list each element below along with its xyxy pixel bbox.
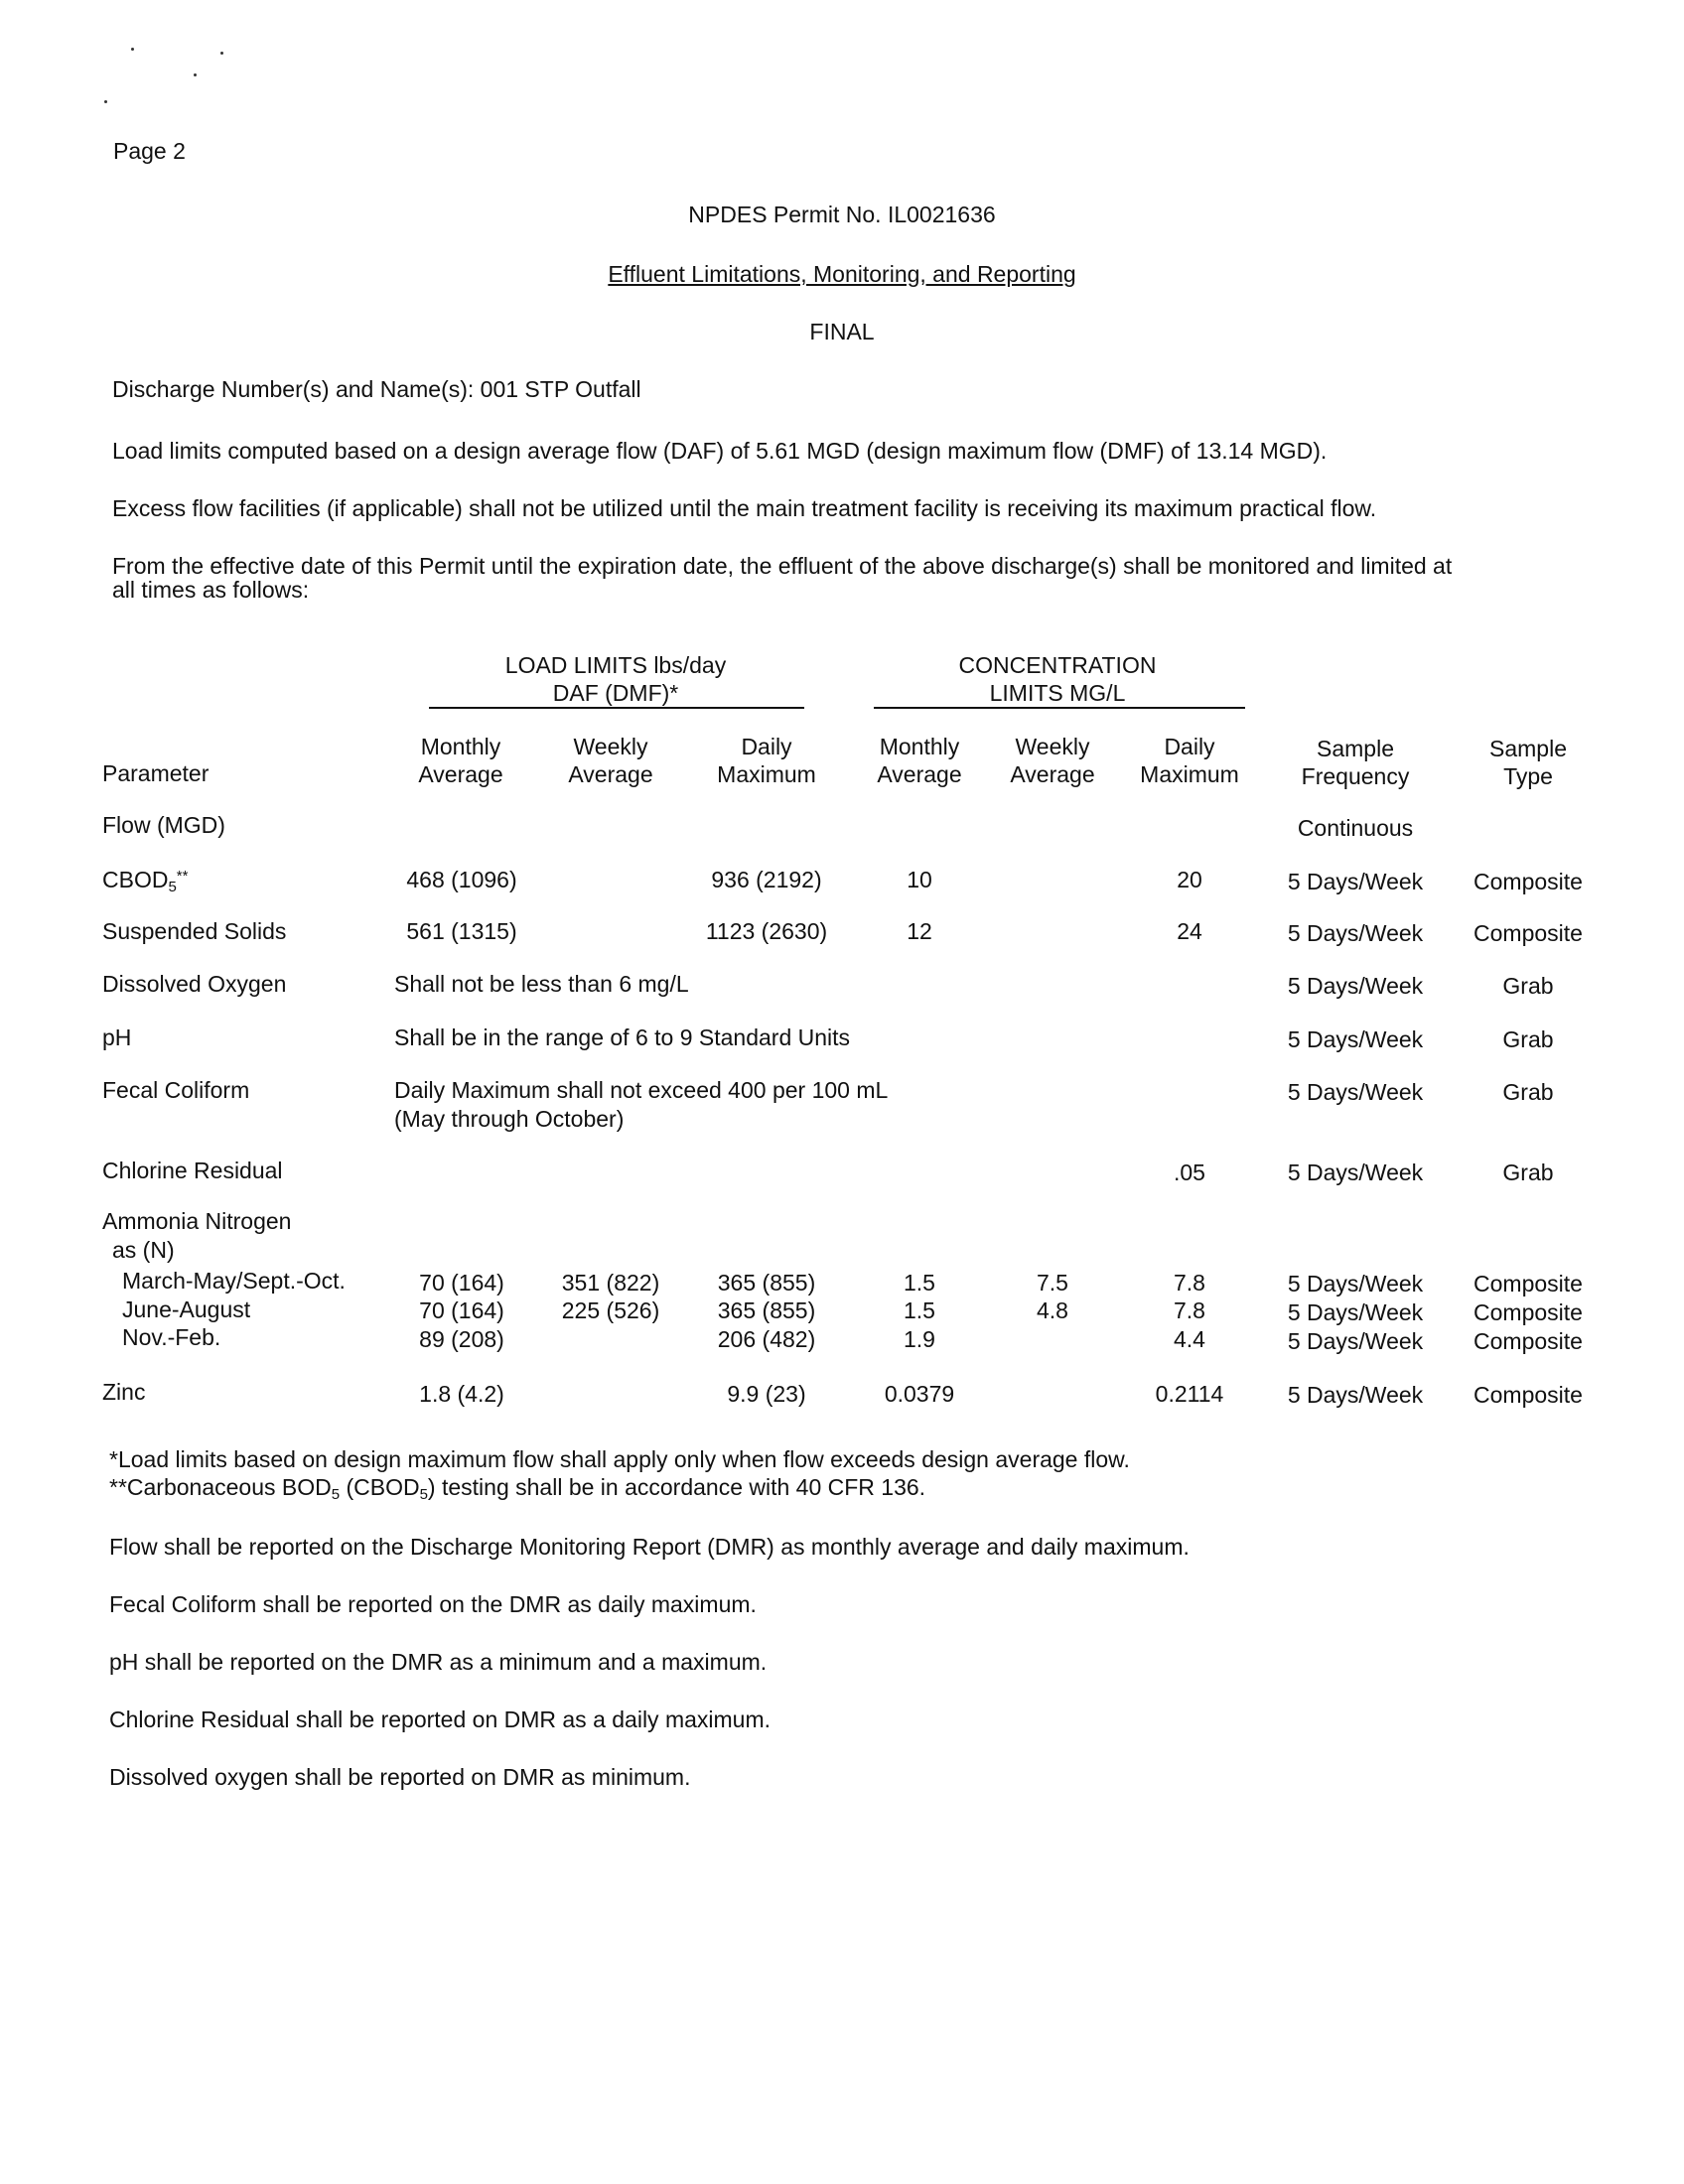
ammonia-period-label: Nov.-Feb.: [122, 1324, 221, 1350]
row-cbod-conc-daily: 20: [1177, 867, 1202, 892]
row-ss-load-daily: 1123 (2630): [705, 918, 828, 944]
row-ss-conc-daily: 24: [1177, 918, 1202, 944]
load-limits-header: LOAD LIMITS lbs/day: [504, 652, 727, 678]
load-limits-rule: [429, 707, 804, 709]
row-ph-text: Shall be in the range of 6 to 9 Standard Units: [394, 1024, 851, 1050]
permit-number: NPDES Permit No. IL0021636: [688, 202, 996, 227]
row-fecal-text-line2: (May through October): [394, 1106, 625, 1132]
row-chlorine-conc-daily: .05: [1174, 1160, 1205, 1185]
ammonia-conc-daily: 4.4: [1174, 1326, 1205, 1352]
row-zinc-param: Zinc: [102, 1379, 146, 1405]
concentration-rule: [874, 707, 1245, 709]
ammonia-load-daily: 365 (855): [717, 1270, 816, 1296]
row-zinc-load-daily: 9.9 (23): [727, 1381, 806, 1407]
row-ss-param: Suspended Solids: [102, 918, 287, 944]
load-limits-note: Load limits computed based on a design average flow (DAF) of 5.61 MGD (design maximum flow (DMF) of 13.14 MGD).: [112, 438, 1328, 464]
row-fecal-type: Grab: [1502, 1079, 1554, 1105]
row-fecal-frequency: 5 Days/Week: [1287, 1079, 1424, 1105]
row-zinc-type: Composite: [1474, 1382, 1583, 1408]
col-header-load-daily: Daily Maximum: [717, 734, 816, 787]
row-do-param: Dissolved Oxygen: [102, 971, 287, 997]
row-ammonia-param-line1: Ammonia Nitrogen: [102, 1208, 292, 1234]
scan-speck: [194, 73, 197, 76]
ammonia-conc-daily: 7.8: [1174, 1270, 1205, 1296]
row-ss-type: Composite: [1474, 920, 1583, 946]
row-chlorine-param: Chlorine Residual: [102, 1158, 283, 1183]
ammonia-period-label: June-August: [122, 1297, 251, 1322]
section-title: Effluent Limitations, Monitoring, and Reporting: [608, 261, 1076, 287]
ammonia-frequency: 5 Days/Week: [1287, 1299, 1424, 1325]
reporting-note: Dissolved oxygen shall be reported on DMR as minimum.: [109, 1764, 691, 1790]
row-flow-param: Flow (MGD): [102, 812, 225, 838]
row-do-type: Grab: [1502, 973, 1554, 999]
row-zinc-conc-monthly: 0.0379: [884, 1381, 955, 1407]
effective-note-line2: all times as follows:: [112, 577, 310, 603]
row-cbod-load-daily: 936 (2192): [711, 867, 822, 892]
ammonia-type: Composite: [1474, 1328, 1583, 1354]
effective-note-line1: From the effective date of this Permit until the expiration date, the effluent of the above discharge(s) shall be monitored and limited at: [112, 553, 1453, 579]
ammonia-load-monthly: 89 (208): [419, 1326, 504, 1352]
ammonia-load-monthly: 70 (164): [419, 1270, 504, 1296]
row-ss-frequency: 5 Days/Week: [1287, 920, 1424, 946]
footnote-cbod: **Carbonaceous $BOD_5$ $(CBOD_5)$ testing shall be in accordance with 40 CFR 136.: [109, 1474, 926, 1503]
row-cbod-param: $CBOD_5^{**}$: [102, 867, 189, 895]
row-zinc-frequency: 5 Days/Week: [1287, 1382, 1424, 1408]
col-header-conc-daily: Daily Maximum: [1140, 734, 1239, 787]
ammonia-load-weekly: 225 (526): [561, 1297, 660, 1323]
footnote-load-limits: *Load limits based on design maximum flow shall apply only when flow exceeds design average flow.: [109, 1446, 1130, 1472]
scan-speck: [131, 48, 134, 51]
scan-speck: [220, 52, 223, 55]
row-flow-frequency: Continuous: [1297, 815, 1414, 841]
row-cbod-load-monthly: 468 (1096): [406, 867, 517, 892]
row-fecal-text-line1: Daily Maximum shall not exceed 400 per 100 mL: [394, 1077, 889, 1103]
col-header-parameter: Parameter: [102, 760, 210, 786]
ammonia-frequency: 5 Days/Week: [1287, 1271, 1424, 1297]
row-ph-frequency: 5 Days/Week: [1287, 1026, 1424, 1052]
col-header-conc-weekly: Weekly Average: [1010, 734, 1095, 787]
row-do-frequency: 5 Days/Week: [1287, 973, 1424, 999]
ammonia-type: Composite: [1474, 1271, 1583, 1297]
scan-speck: [104, 100, 107, 103]
row-ss-load-monthly: 561 (1315): [406, 918, 517, 944]
reporting-note: Chlorine Residual shall be reported on DMR as a daily maximum.: [109, 1706, 772, 1732]
row-do-text: Shall not be less than 6 mg/L: [394, 971, 689, 997]
ammonia-load-monthly: 70 (164): [419, 1297, 504, 1323]
row-fecal-param: Fecal Coliform: [102, 1077, 250, 1103]
row-ph-param: pH: [102, 1024, 132, 1050]
concentration-subheader: LIMITS MG/L: [989, 680, 1126, 706]
page-label: Page 2: [113, 138, 186, 164]
col-header-sample-frequency: Sample Frequency: [1301, 736, 1410, 789]
concentration-header: CONCENTRATION: [958, 652, 1157, 678]
discharge-line: Discharge Number(s) and Name(s): 001 STP Outfall: [112, 376, 641, 402]
reporting-note: pH shall be reported on the DMR as a minimum and a maximum.: [109, 1649, 768, 1675]
ammonia-conc-monthly: 1.5: [904, 1270, 935, 1296]
col-header-load-monthly: Monthly Average: [418, 734, 503, 787]
ammonia-period-label: March-May/Sept.-Oct.: [122, 1268, 346, 1294]
row-ss-conc-monthly: 12: [907, 918, 932, 944]
ammonia-load-daily: 206 (482): [717, 1326, 816, 1352]
ammonia-type: Composite: [1474, 1299, 1583, 1325]
reporting-note: Fecal Coliform shall be reported on the DMR as daily maximum.: [109, 1591, 757, 1617]
col-header-conc-monthly: Monthly Average: [877, 734, 962, 787]
row-zinc-load-monthly: 1.8 (4.2): [419, 1381, 504, 1407]
ammonia-conc-monthly: 1.9: [904, 1326, 935, 1352]
row-cbod-frequency: 5 Days/Week: [1287, 869, 1424, 894]
row-cbod-type: Composite: [1474, 869, 1583, 894]
ammonia-conc-daily: 7.8: [1174, 1297, 1205, 1323]
ammonia-frequency: 5 Days/Week: [1287, 1328, 1424, 1354]
row-chlorine-frequency: 5 Days/Week: [1287, 1160, 1424, 1185]
col-header-load-weekly: Weekly Average: [568, 734, 653, 787]
row-ammonia-param-line2: as (N): [112, 1237, 175, 1263]
col-header-sample-type: Sample Type: [1489, 736, 1567, 789]
status-label: FINAL: [809, 319, 875, 344]
ammonia-conc-weekly: 7.5: [1037, 1270, 1068, 1296]
row-cbod-conc-monthly: 10: [907, 867, 932, 892]
row-ph-type: Grab: [1502, 1026, 1554, 1052]
ammonia-load-weekly: 351 (822): [561, 1270, 660, 1296]
excess-flow-note: Excess flow facilities (if applicable) shall not be utilized until the main treatment facility is receiving its maximum practical flow.: [112, 495, 1377, 521]
ammonia-load-daily: 365 (855): [717, 1297, 816, 1323]
ammonia-conc-weekly: 4.8: [1037, 1297, 1068, 1323]
row-chlorine-type: Grab: [1502, 1160, 1554, 1185]
row-zinc-conc-daily: 0.2114: [1155, 1381, 1224, 1407]
load-limits-subheader: DAF (DMF)*: [552, 680, 679, 706]
ammonia-conc-monthly: 1.5: [904, 1297, 935, 1323]
reporting-note: Flow shall be reported on the Discharge Monitoring Report (DMR) as monthly average and daily maximum.: [109, 1534, 1190, 1560]
